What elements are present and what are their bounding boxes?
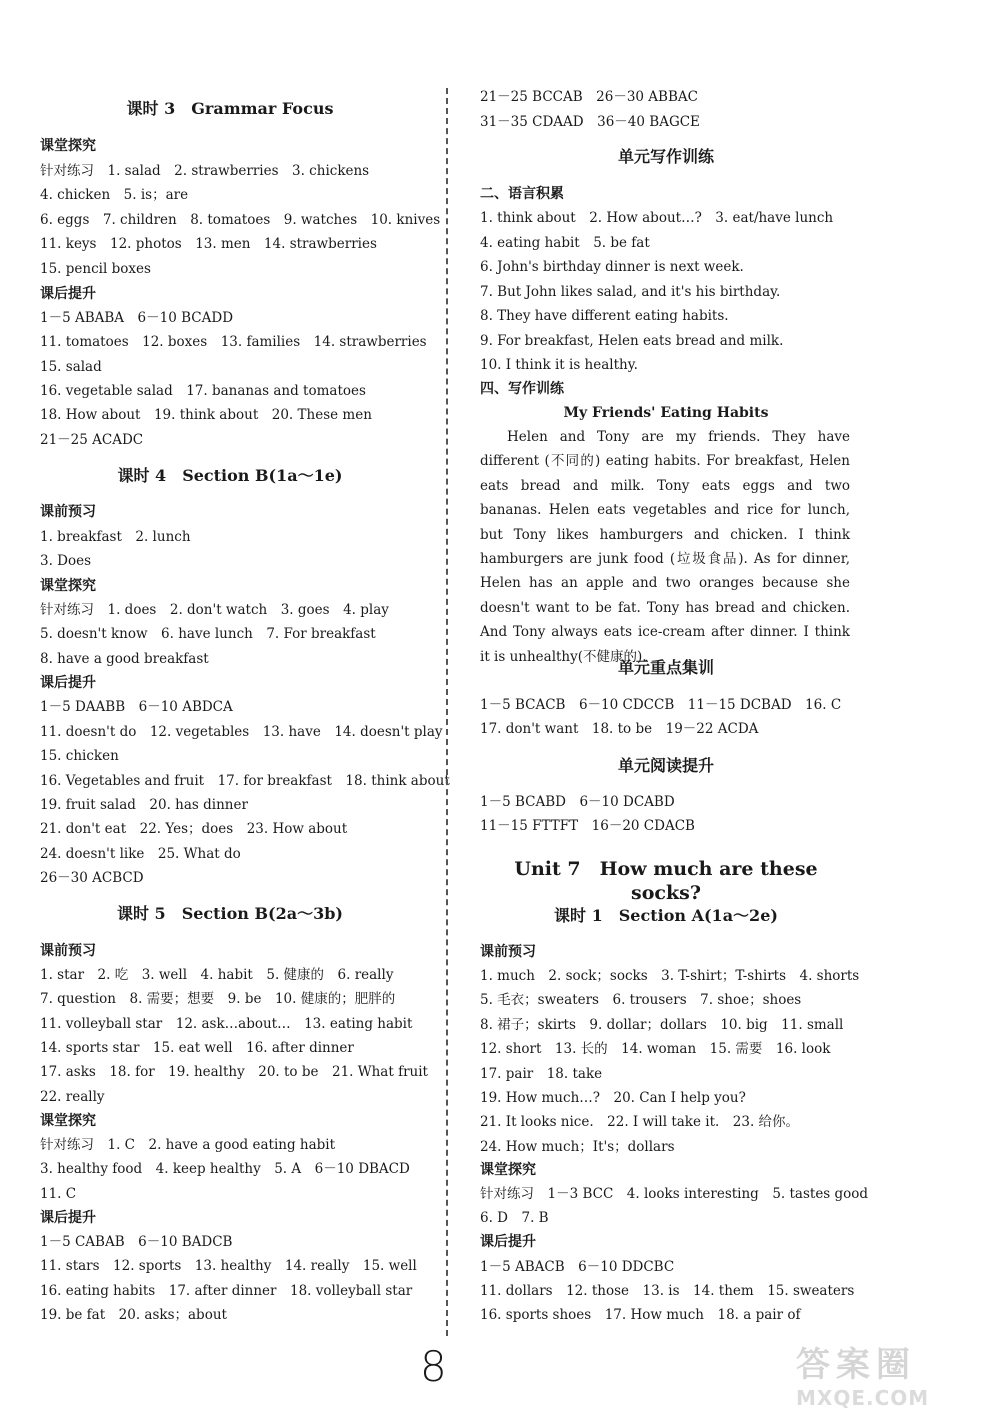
answer-line: 11. keys 12. photos 13. men 14. strawberries (40, 236, 377, 252)
answer-line: 26－30 ACBCD (40, 870, 144, 886)
answer-line: 31－35 CDAAD 36－40 BAGCE (480, 114, 700, 130)
essay-paragraph: Helen and Tony are my friends. They have different (不同的) eating habits. For breakfast, Helen eats bread and milk. Tony eats eggs and two bananas. Helen eats vegetables and rice for lunch, but Tony likes hamburgers and chicken. I think hamburgers are junk food (垃圾食品). As for dinner, Helen has an apple and two oranges because she doesn't want to be fat. Tony has bread and chicken. And Tony always eats ice-cream after dinner. I think it is unhealthy(不健康的). (480, 429, 850, 665)
watermark-logo (796, 1337, 986, 1410)
answer-line: 17. pair 18. take (480, 1066, 603, 1082)
answer-line: 19. How much…? 20. Can I help you? (480, 1090, 746, 1106)
answer-line: 16. sports shoes 17. How much 18. a pair of (480, 1307, 801, 1323)
answer-line: 6. D 7. B (480, 1210, 549, 1226)
lesson4-after-heading: 课后提升 (40, 675, 96, 691)
answer-line: 6. eggs 7. children 8. tomatoes 9. watches 10. knives (40, 212, 441, 228)
answer-line: 19. be fat 20. asks；about (40, 1307, 227, 1323)
answer-line: 11－15 FTTFT 16－20 CDACB (480, 818, 695, 834)
answer-line: 11. stars 12. sports 13. healthy 14. really 15. well (40, 1258, 417, 1274)
answer-line: 4. chicken 5. is；are (40, 187, 189, 203)
answer-line: 5. doesn't know 6. have lunch 7. For breakfast (40, 626, 376, 642)
answer-line: 3. healthy food 4. keep healthy 5. A 6－10 DBACD (40, 1161, 410, 1177)
answer-line: 16. Vegetables and fruit 17. for breakfast 18. think about (40, 773, 450, 789)
lesson5-pre-heading: 课前预习 (40, 943, 96, 959)
unit7-title: Unit 7 How much are these socks? (514, 858, 818, 904)
answer-line: 针对练习 1－3 BCC 4. looks interesting 5. tastes good (480, 1186, 869, 1202)
answer-line: 10. I think it is healthy. (480, 357, 638, 373)
watermark-top-text: 答案圈 (796, 1345, 916, 1385)
essay-body (480, 425, 850, 669)
answer-line: 9. For breakfast, Helen eats bread and milk. (480, 333, 784, 349)
answer-line: 18. How about 19. think about 20. These men (40, 407, 372, 423)
answer-line: 7. But John likes salad, and it's his birthday. (480, 284, 781, 300)
lesson5-class-heading: 课堂探究 (40, 1113, 96, 1129)
answer-line: 1－5 ABACB 6－10 DDCBC (480, 1259, 675, 1275)
answer-line: 11. volleyball star 12. ask…about… 13. eating habit (40, 1016, 413, 1032)
answer-line: 1. breakfast 2. lunch (40, 529, 191, 545)
key-title: 单元重点集训 (617, 658, 714, 677)
u7-class-heading: 课堂探究 (480, 1162, 536, 1178)
answer-line: 15. salad (40, 359, 102, 375)
writing-title: 单元写作训练 (617, 147, 714, 166)
answer-line: 8. have a good breakfast (40, 651, 209, 667)
answer-line: 15. chicken (40, 748, 119, 764)
answer-line: 针对练习 1. does 2. don't watch 3. goes 4. play (40, 602, 389, 618)
reading-title: 单元阅读提升 (617, 756, 714, 775)
answer-line: 4. eating habit 5. be fat (480, 235, 650, 251)
answer-line: 6. John's birthday dinner is next week. (480, 259, 744, 275)
answer-line: 针对练习 1. salad 2. strawberries 3. chickens (40, 163, 370, 179)
answer-line: 21－25 BCCAB 26－30 ABBAC (480, 89, 698, 105)
answer-line: 17. don't want 18. to be 19－22 ACDA (480, 721, 759, 737)
column-divider (446, 88, 448, 1336)
lesson3-after-heading: 课后提升 (40, 286, 96, 302)
answer-line: 21. don't eat 22. Yes；does 23. How about (40, 821, 348, 837)
lesson4-title: 课时 4 Section B(1a～1e) (117, 466, 343, 485)
answer-line: 12. short 13. 长的 14. woman 15. 需要 16. look (480, 1041, 831, 1057)
answer-line: 24. doesn't like 25. What do (40, 846, 241, 862)
answer-line: 21－25 ACADC (40, 432, 144, 448)
answer-line: 1－5 BCACB 6－10 CDCCB 11－15 DCBAD 16. C (480, 697, 842, 713)
answer-line: 针对练习 1. C 2. have a good eating habit (40, 1137, 336, 1153)
u7-pre-heading: 课前预习 (480, 944, 536, 960)
answer-line: 11. tomatoes 12. boxes 13. families 14. strawberries (40, 334, 427, 350)
answer-line: 24. How much；It's；dollars (480, 1139, 675, 1155)
answer-line: 14. sports star 15. eat well 16. after dinner (40, 1040, 354, 1056)
answer-line: 21. It looks nice. 22. I will take it. 23. 给你。 (480, 1114, 800, 1130)
answer-line: 8. 裙子；skirts 9. dollar；dollars 10. big 11. small (480, 1017, 844, 1033)
answer-line: 17. asks 18. for 19. healthy 20. to be 21. What fruit (40, 1064, 428, 1080)
answer-line: 16. eating habits 17. after dinner 18. volleyball star (40, 1283, 413, 1299)
answer-line: 11. dollars 12. those 13. is 14. them 15. sweaters (480, 1283, 855, 1299)
answer-line: 1. think about 2. How about…? 3. eat/have lunch (480, 210, 834, 226)
essay-title: My Friends' Eating Habits (563, 405, 769, 421)
answer-line: 1－5 CABAB 6－10 BADCB (40, 1234, 233, 1250)
answer-line: 7. question 8. 需要；想要 9. be 10. 健康的；肥胖的 (40, 991, 396, 1007)
u7-after-heading: 课后提升 (480, 1234, 536, 1250)
answer-line: 16. vegetable salad 17. bananas and tomatoes (40, 383, 366, 399)
lesson4-pre-heading: 课前预习 (40, 504, 96, 520)
page-number: 8 (420, 1342, 447, 1391)
answer-line: 11. doesn't do 12. vegetables 13. have 14. doesn't play (40, 724, 443, 740)
lesson4-class-heading: 课堂探究 (40, 578, 96, 594)
answer-line: 5. 毛衣；sweaters 6. trousers 7. shoe；shoes (480, 992, 802, 1008)
lesson3-class-heading: 课堂探究 (40, 138, 96, 154)
lesson3-title: 课时 3 Grammar Focus (126, 99, 334, 118)
answer-line: 3. Does (40, 553, 92, 569)
unit7-lesson1-title: 课时 1 Section A(1a～2e) (554, 906, 778, 925)
watermark-bottom-text: MXQE.COM (796, 1386, 930, 1410)
answer-line: 11. C (40, 1186, 77, 1202)
answer-line: 19. fruit salad 20. has dinner (40, 797, 248, 813)
lesson5-title: 课时 5 Section B(2a～3b) (116, 904, 343, 923)
lesson5-after-heading: 课后提升 (40, 1210, 96, 1226)
answer-line: 1. much 2. sock；socks 3. T-shirt；T-shirts 4. shorts (480, 968, 860, 984)
lang-heading: 二、语言积累 (480, 186, 564, 202)
answer-line: 1－5 BCABD 6－10 DCABD (480, 794, 675, 810)
answer-line: 1－5 DAABB 6－10 ABDCA (40, 699, 233, 715)
answer-line: 1. star 2. 吃 3. well 4. habit 5. 健康的 6. really (40, 967, 394, 983)
answer-line: 22. really (40, 1089, 105, 1105)
write-heading: 四、写作训练 (480, 381, 564, 397)
answer-line: 1－5 ABABA 6－10 BCADD (40, 310, 234, 326)
answer-line: 15. pencil boxes (40, 261, 151, 277)
answer-line: 8. They have different eating habits. (480, 308, 729, 324)
